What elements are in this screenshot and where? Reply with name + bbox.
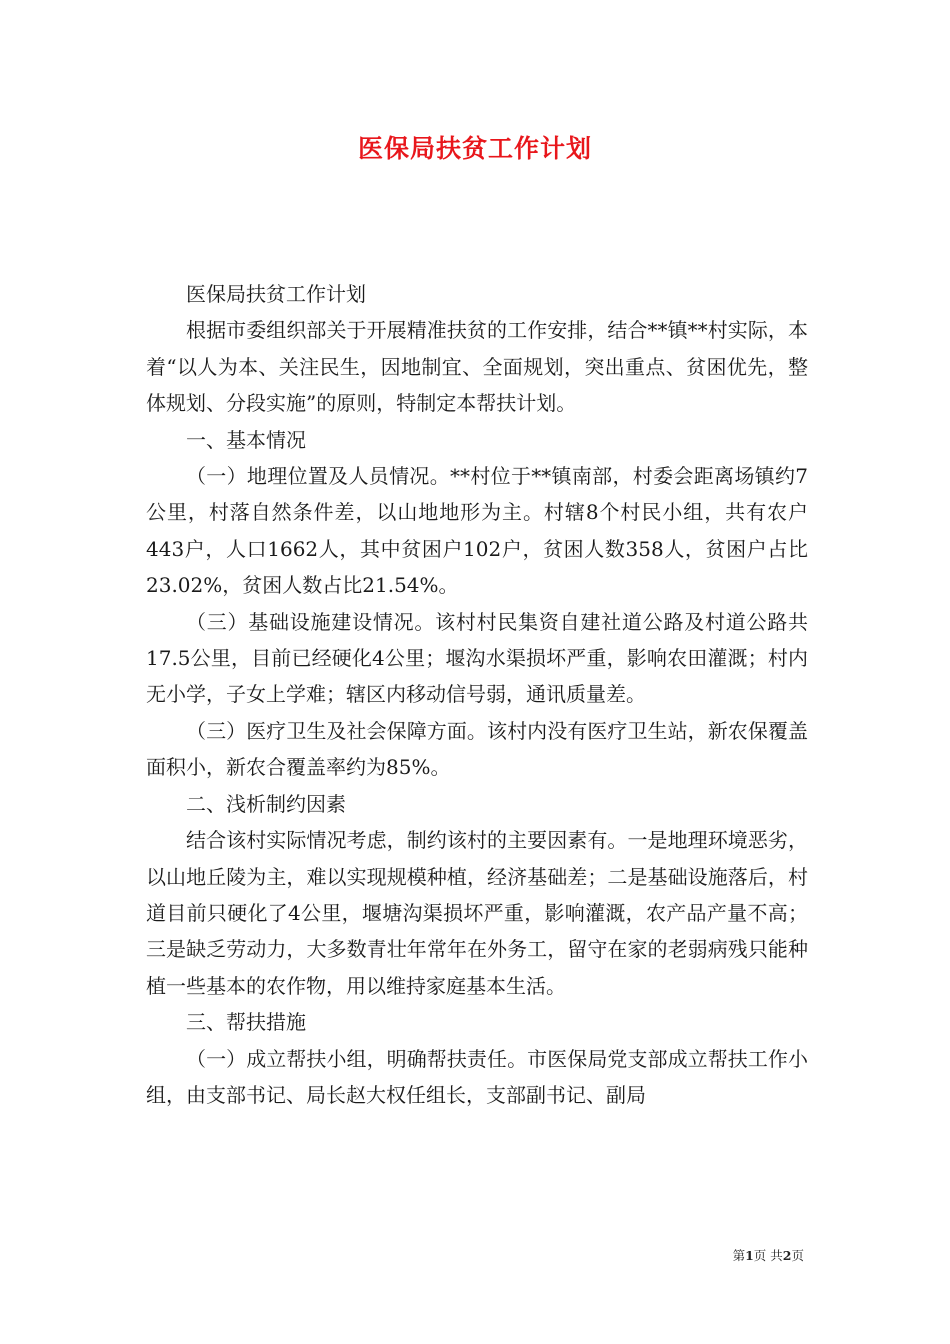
document-body: [146, 276, 808, 1113]
section-heading-basic: 一、基本情况: [186, 427, 306, 452]
section-heading-factors: 二、浅析制约因素: [186, 791, 346, 816]
paragraph-measures: （一）成立帮扶小组，明确帮扶责任。市医保局党支部成立帮扶工作小组，由支部书记、局长赵大权任组长，支部副书记、副局: [146, 1046, 808, 1107]
paragraph-heading: 医保局扶贫工作计划: [186, 282, 366, 306]
footer-page-number: 1: [745, 1248, 754, 1263]
footer-total-pages: 2: [782, 1248, 792, 1263]
footer-prefix: 第: [732, 1248, 746, 1263]
paragraph-location: （一）地理位置及人员情况。**村位于**镇南部，村委会距离场镇约7公里，村落自然条件差，以山地地形为主。村辖8个村民小组，共有农户443户，人口1662人，其中贫困户102户，贫困人数358人，贫困户占比23.02%，贫困人数占比21.54%。: [146, 464, 808, 598]
footer-middle: 页 共: [753, 1248, 783, 1263]
paragraph-infrastructure: （三）基础设施建设情况。该村村民集资自建社道公路及村道公路共17.5公里，目前已经硬化4公里；堰沟水渠损坏严重，影响农田灌溉；村内无小学，子女上学难；辖区内移动信号弱，通讯质量差。: [146, 609, 808, 707]
section-heading-measures: 三、帮扶措施: [186, 1010, 306, 1035]
paragraph-factors: 结合该村实际情况考虑，制约该村的主要因素有。一是地理环境恶劣，以山地丘陵为主，难以实现规模种植，经济基础差；二是基础设施落后，村道目前只硬化了4公里，堰塘沟渠损坏严重，影响灌溉，农产品产量不高；三是缺乏劳动力，大多数青壮年常年在外务工，留守在家的老弱病残只能种植一些基本的农作物，用以维持家庭基本生活。: [146, 828, 808, 998]
footer-suffix: 页: [791, 1248, 804, 1263]
page-footer: [733, 1248, 804, 1264]
paragraph-intro: 根据市委组织部关于开展精准扶贫的工作安排，结合**镇**村实际，本着“以人为本、关注民生，因地制宜、全面规划，突出重点、贫困优先，整体规划、分段实施”的原则，特制定本帮扶计划。: [146, 318, 808, 416]
document-title: 医保局扶贫工作计划: [357, 134, 592, 163]
paragraph-medical: （三）医疗卫生及社会保障方面。该村内没有医疗卫生站，新农保覆盖面积小，新农合覆盖率约为85%。: [146, 718, 808, 780]
